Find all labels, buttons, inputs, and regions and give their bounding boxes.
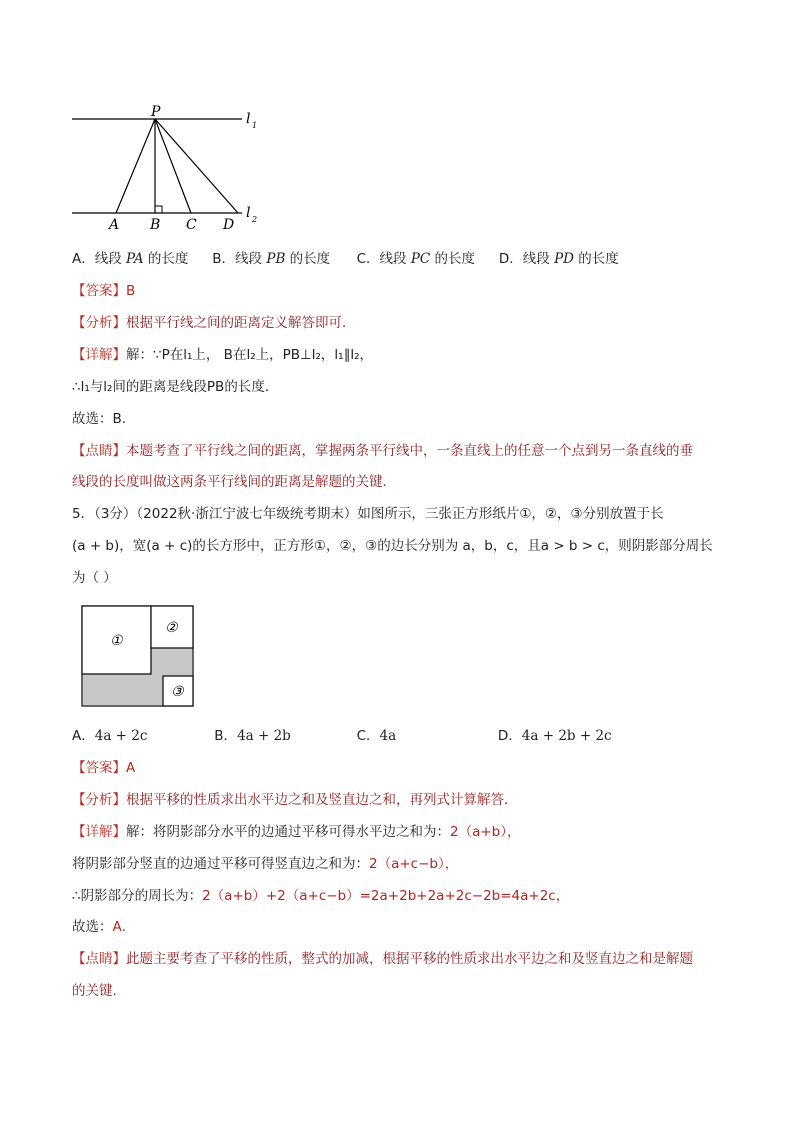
q5-detail-line4: 故选：A． — [72, 919, 136, 935]
q5-detail-line3: ∴阴影部分的周长为：2（a+b）+2（a+c−b）=2a+2b+2a+2c−2b=4a+2c， — [72, 888, 570, 904]
square-1-label: ① — [110, 633, 123, 649]
q5-option-d: D．4a + 2b + 2c — [497, 728, 612, 744]
q5-stem-line3: 为（ ） — [72, 570, 117, 586]
segment-pc — [155, 119, 191, 213]
q4-comment-line2: 线段的长度叫做这两条平行线间的距离是解题的关键． — [72, 474, 396, 490]
square-3-label: ③ — [171, 684, 184, 700]
q5-answer: 【答案】A — [72, 760, 136, 776]
q5-option-a: A．4a + 2c — [72, 728, 148, 744]
q4-option-a: A．线段 PA 的长度 — [72, 251, 189, 267]
q5-stem-line2: (a + b)，宽(a + c)的长方形中，正方形①，②，③的边长分别为 a，b，c，且a > b > c，则阴影部分周长 — [72, 538, 713, 554]
label-b: B — [150, 217, 161, 230]
q5-comment-line2: 的关键． — [72, 983, 126, 999]
q4-option-d: D．线段 PD 的长度 — [498, 251, 619, 267]
label-l1-sub: 1 — [252, 121, 258, 130]
q5-options — [72, 726, 612, 746]
q4-option-c: C．线段 PC 的长度 — [356, 251, 476, 267]
square-2-label: ② — [165, 620, 178, 636]
parallel-lines-figure — [66, 100, 276, 230]
squares-figure — [80, 604, 196, 708]
q5-detail-line2: 将阴影部分竖直的边通过平移可得竖直边之和为：2（a+c−b）， — [72, 856, 459, 872]
q5-comment-line1: 【点睛】此题主要考查了平移的性质，整式的加减，根据平移的性质求出水平边之和及竖直边之和是解题 — [72, 951, 693, 967]
q4-detail-line2: ∴l₁与l₂间的距离是线段PB的长度． — [72, 379, 279, 395]
segment-pa — [116, 119, 155, 213]
label-l1: l — [246, 111, 251, 127]
q5-detail-line1: 【详解】解：将阴影部分水平的边通过平移可得水平边之和为：2（a+b）， — [72, 824, 521, 840]
q4-comment-line1: 【点睛】本题考查了平行线之间的距离，掌握两条平行线中，一条直线上的任意一个点到另一条直线的垂 — [72, 443, 693, 459]
q4-options — [72, 249, 619, 269]
q5-option-b: B．4a + 2b — [214, 728, 291, 744]
label-l2: l — [246, 205, 251, 221]
q5-analysis: 【分析】根据平移的性质求出水平边之和及竖直边之和，再列式计算解答． — [72, 792, 518, 808]
q4-detail-line1: 【详解】解：∵P在l₁上， B在l₂上，PB⊥l₂，l₁∥l₂， — [72, 347, 374, 363]
right-angle-mark — [155, 206, 162, 213]
label-a: A — [109, 217, 120, 230]
q4-analysis: 【分析】根据平行线之间的距离定义解答即可． — [72, 315, 356, 331]
label-d: D — [223, 217, 235, 230]
q4-answer: 【答案】B — [72, 283, 136, 299]
q4-detail-line3: 故选：B． — [72, 411, 136, 427]
label-p: P — [151, 104, 161, 120]
q5-option-c: C．4a — [356, 728, 397, 744]
segment-pd — [155, 119, 238, 213]
q5-stem-line1: 5．（3分）（2022秋·浙江宁波七年级统考期末）如图所示，三张正方形纸片①，②，③分别放置于长 — [72, 506, 664, 522]
q4-option-b: B．线段 PB 的长度 — [212, 251, 331, 267]
label-l2-sub: 2 — [252, 215, 258, 224]
label-c: C — [186, 217, 197, 230]
